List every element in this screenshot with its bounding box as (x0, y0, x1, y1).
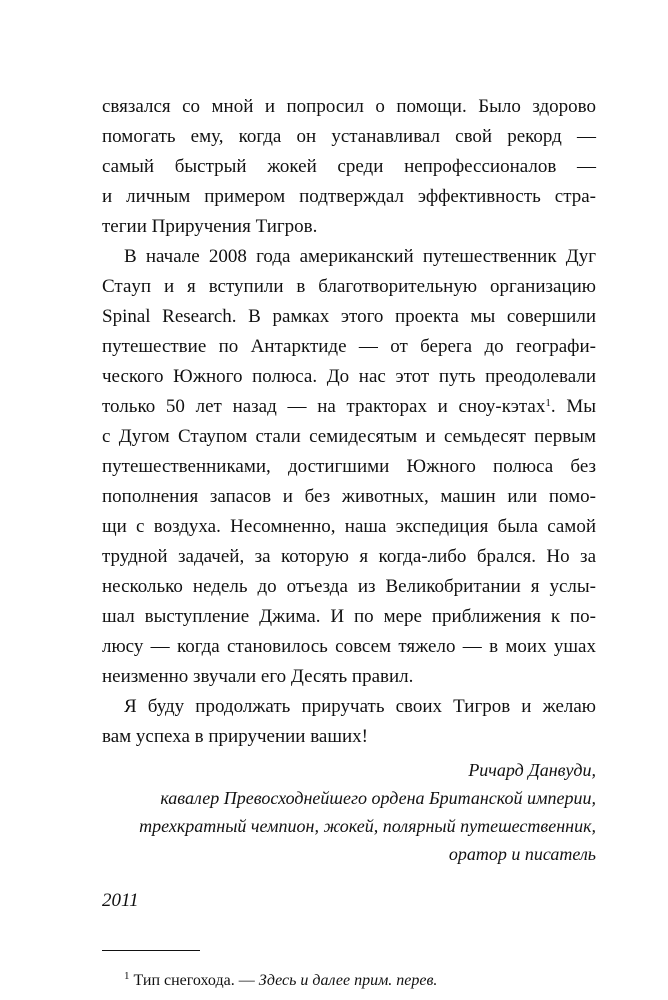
footnote-divider (102, 950, 200, 951)
text-line: путешественниками, достигшими Южного полюса без (102, 456, 596, 477)
text-line: Spinal Research. В рамках этого проекта мы совершили (102, 306, 596, 327)
text-line: щи с воздуха. Несомненно, наша экспедиция была самой (102, 516, 596, 537)
text-line: и личным примером подтверждал эффективность стра- (102, 186, 596, 207)
text-line-part: только 50 лет назад — на тракторах и сноу-кэтах (102, 396, 546, 417)
year: 2011 (102, 890, 139, 911)
text-line: Стаyп и я вступили в благотворительную организацию (102, 276, 596, 297)
signature-title: оратор и писатель (448, 844, 596, 864)
text-line: связался со мной и попросил о помощи. Было здорово (102, 96, 596, 117)
page-body (102, 92, 596, 993)
signature-name: Ричард Данвуди, (468, 760, 596, 780)
text-line: В начале 2008 года американский путешественник Дуг (124, 246, 596, 267)
text-line: ческого Южного полюса. До нас этот путь преодолевали (102, 366, 596, 387)
footnote-marker: 1 (545, 397, 551, 409)
paragraph-3 (102, 692, 596, 752)
text-line: трудной задачей, за которую я когда-либо брался. Но за (102, 546, 596, 567)
text-line: помогать ему, когда он устанавливал свой рекорд — (102, 126, 596, 147)
text-line: Я буду продолжать приручать своих Тигров и желаю (124, 696, 596, 717)
text-line: самый быстрый жокей среди непрофессионалов — (102, 156, 596, 177)
paragraph-2 (102, 242, 596, 692)
text-line: люсу — когда становилось совсем тяжело — в моих ушах (102, 636, 596, 657)
text-line: вам успеха в приручении ваших! (102, 726, 368, 747)
signature-title: трехкратный чемпион, жокей, полярный путешественник, (139, 816, 596, 836)
text-line: путешествие по Антарктиде — от берега до географи- (102, 336, 596, 357)
text-line: тегии Приручения Тигров. (102, 216, 318, 237)
text-line: неизменно звучали его Десять правил. (102, 666, 414, 687)
footnote (102, 969, 596, 993)
text-line-with-footnote (102, 392, 596, 422)
text-line: пополнения запасов и без животных, машин или помо- (102, 486, 596, 507)
paragraph-1 (102, 92, 596, 242)
signature-title: кавалер Превосходнейшего ордена Британской империи, (160, 788, 596, 808)
footnote-text: Тип снегохода. — (129, 972, 259, 989)
footnote-marker: 1 (124, 970, 130, 982)
footnote-italic-text: Здесь и далее прим. перев. (258, 972, 438, 989)
text-line-part: . Мы (550, 396, 596, 417)
text-line: несколько недель до отъезда из Великобритании я услы- (102, 576, 596, 597)
text-line: шал выступление Джима. И по мере приближения к по- (102, 606, 596, 627)
text-line: с Дугом Стаупом стали семидесятым и семьдесят первым (102, 426, 596, 447)
signature-block (102, 756, 596, 868)
